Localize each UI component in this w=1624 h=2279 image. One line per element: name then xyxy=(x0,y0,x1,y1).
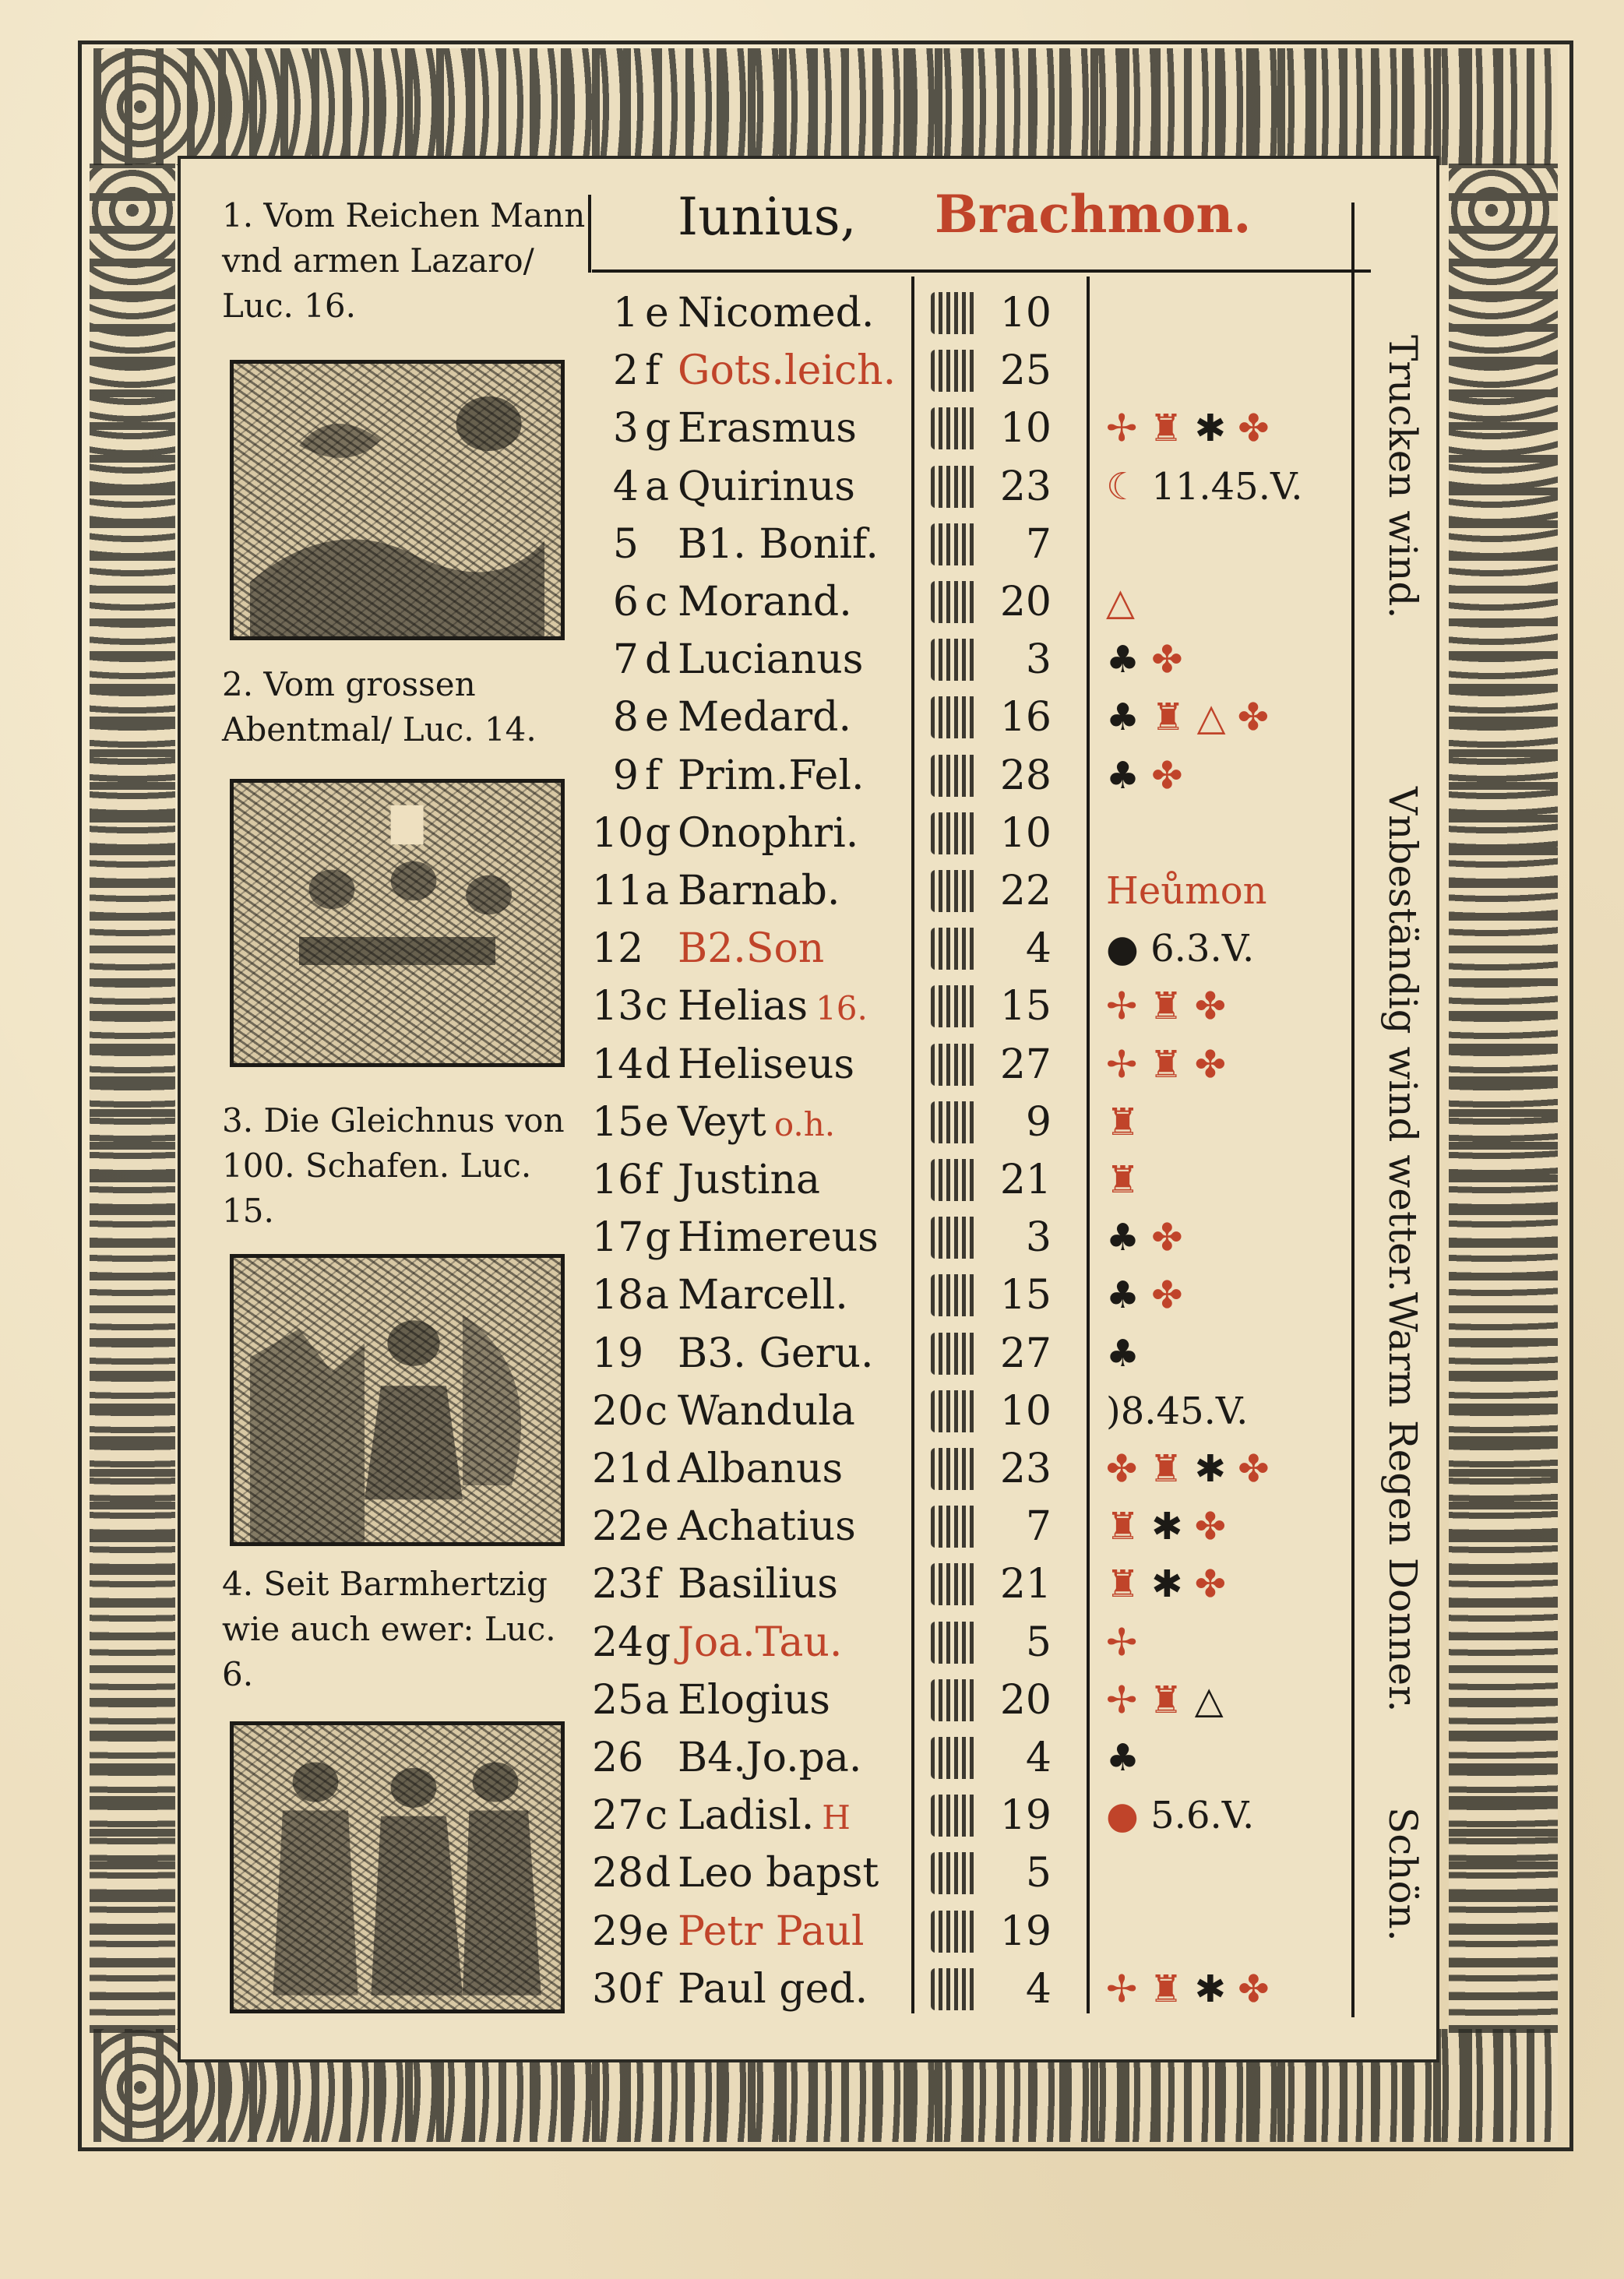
dominical-letter: f xyxy=(645,347,661,395)
saint-text: Barnab. xyxy=(678,868,840,914)
moon-degree: 27 xyxy=(999,1330,1052,1377)
weather-signs xyxy=(1106,1151,1371,1209)
zodiac-sign-icon xyxy=(931,870,978,912)
calendar-row xyxy=(592,1266,1371,1324)
day-number: 26 xyxy=(592,1735,644,1781)
weather-sign-icon: △ xyxy=(1194,1678,1224,1722)
day-number: 19 xyxy=(592,1330,644,1377)
weather-sign-icon: ♜ xyxy=(1106,1562,1152,1607)
header-rule xyxy=(592,269,1371,273)
month-german: Brachmon. xyxy=(935,184,1252,245)
weather-signs xyxy=(1106,920,1371,977)
calendar-row xyxy=(592,1614,1371,1671)
dominical-letter: e xyxy=(645,694,669,741)
moon-degree: 21 xyxy=(999,1561,1052,1608)
zodiac-sign-icon xyxy=(931,292,978,334)
calendar-row xyxy=(592,1151,1371,1209)
zodiac-sign-icon xyxy=(931,1679,978,1721)
dominical-letter: c xyxy=(645,983,668,1030)
calendar-row xyxy=(592,1671,1371,1729)
weather-sign-icon: ♣ xyxy=(1106,1736,1140,1780)
zodiac-sign-icon xyxy=(931,581,978,623)
weather-sign-icon: ♣ xyxy=(1106,696,1152,740)
weather-sign-icon: ✤ xyxy=(1151,1216,1183,1260)
saint-text: Petr Paul xyxy=(678,1907,865,1955)
dominical-letter: c xyxy=(645,579,668,625)
saint-name xyxy=(678,342,896,400)
moon-degree: 7 xyxy=(1025,1503,1052,1551)
moon-degree: 19 xyxy=(999,1907,1052,1955)
saint-text: Erasmus xyxy=(678,405,857,453)
saint-text: Albanus xyxy=(678,1446,844,1492)
saint-text: Justina xyxy=(678,1157,821,1203)
weather-sign-icon: ✤ xyxy=(1151,638,1183,682)
moon-degree: 10 xyxy=(999,290,1052,336)
saint-name xyxy=(678,458,855,516)
moon-degree: 15 xyxy=(999,1272,1052,1319)
weather-sign-icon: 11.45.V. xyxy=(1151,464,1303,509)
dominical-letter: g xyxy=(645,809,671,857)
moon-degree: 5 xyxy=(1025,1619,1052,1666)
zodiac-sign-icon xyxy=(931,1622,978,1664)
saint-name xyxy=(678,573,852,631)
saint-text: Medard. xyxy=(678,694,851,741)
saint-name xyxy=(678,400,857,457)
zodiac-sign-icon xyxy=(931,755,978,797)
calendar-row xyxy=(592,1729,1371,1787)
woodcut-image-3 xyxy=(230,1254,565,1546)
weather-sign-icon: ● xyxy=(1106,1794,1151,1838)
day-number: 9 xyxy=(612,752,639,799)
zodiac-sign-icon xyxy=(931,1563,978,1605)
calendar-row xyxy=(592,747,1371,805)
weather-signs xyxy=(1106,1209,1371,1266)
weather-signs xyxy=(1106,1787,1371,1844)
day-number: 30 xyxy=(592,1965,644,2013)
zodiac-sign-icon xyxy=(931,1448,978,1490)
weather-signs xyxy=(1106,1325,1371,1383)
saint-name xyxy=(678,1671,830,1729)
saint-name xyxy=(678,631,863,689)
zodiac-sign-icon xyxy=(931,1274,978,1316)
parable-3: 3. Die Gleichnus von 100. Schafen. Luc. 15. xyxy=(222,1101,565,1230)
saint-name xyxy=(678,1903,864,1960)
calendar-row xyxy=(592,1555,1371,1613)
saint-name xyxy=(678,977,868,1037)
moon-degree: 4 xyxy=(1025,1965,1052,2013)
saint-name xyxy=(678,805,858,862)
weather-sign-icon: ♜ xyxy=(1106,1100,1140,1144)
saint-text: Lucianus xyxy=(678,636,864,684)
parable-1: 1. Vom Reichen Mann vnd armen Lazaro/ Luc. 16. xyxy=(222,196,586,325)
calendar-row xyxy=(592,1903,1371,1960)
dominical-letter: f xyxy=(645,1157,661,1203)
moon-degree: 7 xyxy=(1025,520,1052,568)
saint-name xyxy=(678,1151,820,1209)
calendar-row xyxy=(592,1209,1371,1266)
saint-name xyxy=(678,284,874,342)
calendar-row xyxy=(592,1094,1371,1151)
day-number: 6 xyxy=(612,579,639,625)
saint-name xyxy=(678,1960,868,2018)
calendar-row xyxy=(592,1036,1371,1094)
moon-degree: 10 xyxy=(999,1387,1052,1435)
moon-degree: 3 xyxy=(1025,1214,1052,1262)
weather-signs xyxy=(1106,1729,1371,1787)
saint-text: Onophri. xyxy=(678,809,859,857)
saint-text: Achatius xyxy=(678,1503,856,1551)
zodiac-sign-icon xyxy=(931,1217,978,1259)
moon-degree: 19 xyxy=(999,1792,1052,1840)
calendar-row xyxy=(592,284,1371,342)
moon-degree: 28 xyxy=(999,752,1052,799)
calendar-row xyxy=(592,1383,1371,1440)
zodiac-sign-icon xyxy=(931,812,978,854)
weather-signs xyxy=(1106,458,1371,516)
saint-name xyxy=(678,862,840,920)
saint-name xyxy=(678,1614,842,1671)
zodiac-sign-icon xyxy=(931,466,978,508)
day-number: 3 xyxy=(612,405,639,453)
weather-signs xyxy=(1106,1960,1371,2018)
moon-degree: 20 xyxy=(999,1676,1052,1724)
month-latin: Iunius, xyxy=(678,187,857,247)
saint-text: B2.Son xyxy=(678,925,825,973)
zodiac-sign-icon xyxy=(931,696,978,738)
weather-signs xyxy=(1106,1555,1371,1613)
weather-sign-icon: ♣ xyxy=(1106,1273,1152,1318)
saint-name xyxy=(678,1787,851,1847)
dominical-letter: c xyxy=(645,1387,668,1435)
saint-name xyxy=(678,1555,838,1613)
saint-text: B1. Bonif. xyxy=(678,520,879,568)
weather-signs xyxy=(1106,1383,1371,1440)
weather-sign-icon: ✢ ♜ xyxy=(1106,1678,1195,1722)
saint-name xyxy=(678,1325,874,1383)
parable-2: 2. Vom grossen Abentmal/ Luc. 14. xyxy=(222,665,537,749)
weather-signs xyxy=(1106,1036,1371,1094)
dominical-letter: a xyxy=(645,1272,670,1319)
calendar-row xyxy=(592,342,1371,400)
moon-degree: 10 xyxy=(999,809,1052,857)
day-number: 12 xyxy=(592,925,644,973)
weather-sign-icon: ✤ xyxy=(1151,753,1183,798)
woodcut-image-2 xyxy=(230,779,565,1067)
day-number: 4 xyxy=(612,463,639,510)
day-number: 7 xyxy=(612,636,639,684)
zodiac-sign-icon xyxy=(931,1968,978,2010)
weather-sign-icon: ✢ ♜ ✤ xyxy=(1106,985,1226,1029)
day-number: 15 xyxy=(592,1098,644,1146)
saint-text: Himereus xyxy=(678,1214,879,1262)
weather-sign-icon: ♣ xyxy=(1106,753,1152,798)
weather-signs xyxy=(1106,1614,1371,1671)
calendar-row xyxy=(592,1440,1371,1498)
day-number: 24 xyxy=(592,1619,644,1666)
day-number: 29 xyxy=(592,1907,644,1955)
dominical-letter: d xyxy=(645,1446,671,1492)
dominical-letter: d xyxy=(645,1041,671,1088)
zodiac-sign-icon xyxy=(931,1333,978,1375)
zodiac-sign-icon xyxy=(931,523,978,565)
day-number: 10 xyxy=(592,809,644,857)
day-number: 11 xyxy=(592,868,644,914)
zodiac-sign-icon xyxy=(931,1044,978,1086)
day-number: 5 xyxy=(612,520,639,568)
day-number: 25 xyxy=(592,1676,644,1724)
moon-degree: 23 xyxy=(999,1446,1052,1492)
weather-sign-icon: )8.45.V. xyxy=(1106,1389,1249,1433)
day-number: 1 xyxy=(612,290,639,336)
saint-text: Helias xyxy=(678,983,808,1030)
day-number: 20 xyxy=(592,1387,644,1435)
weather-signs xyxy=(1106,400,1371,457)
saint-name xyxy=(678,1383,855,1440)
dominical-letter: g xyxy=(645,1214,671,1262)
dominical-letter: f xyxy=(645,1561,661,1608)
calendar-row xyxy=(592,400,1371,457)
saint-text: Elogius xyxy=(678,1676,830,1724)
saint-text: Ladisl. xyxy=(678,1792,815,1840)
day-number: 23 xyxy=(592,1561,644,1608)
moon-degree: 25 xyxy=(999,347,1052,395)
weather-sign-icon: ✱ xyxy=(1194,1447,1238,1491)
weather-signs xyxy=(1106,1440,1371,1498)
dominical-letter: a xyxy=(645,463,670,510)
weather-vertical-1: Trucken wind. xyxy=(1380,335,1425,619)
weather-vertical-2: Vnbeständig wind wetter.Warm Regen Donner. xyxy=(1380,787,1425,1713)
weather-sign-icon: ✱ xyxy=(1151,1562,1195,1607)
calendar-row xyxy=(592,1498,1371,1555)
moon-degree: 3 xyxy=(1025,636,1052,684)
zodiac-sign-icon xyxy=(931,1390,978,1432)
weather-sign-icon: ✤ ♜ xyxy=(1106,1447,1195,1491)
saint-text: Paul ged. xyxy=(678,1965,868,2013)
weather-sign-icon: ✢ ♜ ✤ xyxy=(1106,1042,1226,1087)
dominical-letter: g xyxy=(645,405,671,453)
moon-degree: 9 xyxy=(1025,1098,1052,1146)
calendar-row xyxy=(592,1787,1371,1844)
weather-sign-icon: 5.6.V. xyxy=(1150,1794,1255,1838)
saint-name xyxy=(678,920,824,977)
weather-sign-icon: ✤ xyxy=(1151,1273,1183,1318)
zodiac-sign-icon xyxy=(931,1159,978,1201)
saint-name xyxy=(678,1498,856,1555)
feast-mark: 16. xyxy=(816,989,868,1028)
saint-name xyxy=(678,1209,879,1266)
saint-text: Leo bapst xyxy=(678,1850,879,1897)
weather-sign-icon: ✢ xyxy=(1106,1620,1138,1664)
weather-sign-icon: ✱ xyxy=(1194,407,1238,451)
weather-sign-icon: ♜ △ ✤ xyxy=(1151,696,1269,740)
weather-sign-icon: ♜ xyxy=(1106,1505,1152,1549)
weather-sign-icon: ● 6.3.V. xyxy=(1106,927,1255,971)
moon-degree: 20 xyxy=(999,579,1052,625)
calendar-row xyxy=(592,862,1371,920)
moon-degree: 23 xyxy=(999,463,1052,510)
parable-4: 4. Seit Barmhertzig wie auch ewer: Luc. 6. xyxy=(222,1565,556,1693)
calendar-row xyxy=(592,689,1371,746)
weather-sign-icon: ♣ xyxy=(1106,638,1152,682)
moon-degree: 5 xyxy=(1025,1850,1052,1897)
saint-name xyxy=(678,1440,843,1498)
saint-text: Wandula xyxy=(678,1387,855,1435)
weather-signs xyxy=(1106,1094,1371,1151)
moon-degree: 27 xyxy=(999,1041,1052,1088)
weather-sign-icon: ✱ xyxy=(1151,1505,1195,1549)
weather-signs xyxy=(1106,747,1371,805)
zodiac-sign-icon xyxy=(931,407,978,449)
calendar-row xyxy=(592,1325,1371,1383)
dominical-letter: e xyxy=(645,1907,669,1955)
zodiac-sign-icon xyxy=(931,1506,978,1548)
moon-degree: 4 xyxy=(1025,925,1052,973)
zodiac-sign-icon xyxy=(931,928,978,970)
saint-text: Nicomed. xyxy=(678,290,875,336)
dominical-letter: d xyxy=(645,636,671,684)
calendar-row xyxy=(592,977,1371,1035)
weather-signs xyxy=(1106,1266,1371,1324)
saint-name xyxy=(678,747,864,805)
feast-mark: H xyxy=(822,1798,851,1837)
moon-degree: 16 xyxy=(999,694,1052,741)
weather-sign-icon: ✱ xyxy=(1194,1967,1238,2011)
weather-sign-icon: ☾ xyxy=(1106,464,1152,509)
day-number: 16 xyxy=(592,1157,644,1203)
calendar-row xyxy=(592,573,1371,631)
zodiac-sign-icon xyxy=(931,1101,978,1143)
day-number: 22 xyxy=(592,1503,644,1551)
weather-sign-icon: ✤ xyxy=(1238,1967,1270,2011)
saint-name xyxy=(678,1266,848,1324)
zodiac-sign-icon xyxy=(931,1852,978,1894)
dominical-letter: c xyxy=(645,1792,668,1840)
calendar-row xyxy=(592,1960,1371,2018)
dominical-letter: f xyxy=(645,1965,661,2013)
saint-text: Heliseus xyxy=(678,1041,855,1088)
weather-sign-icon: ✤ xyxy=(1194,1562,1226,1607)
dominical-letter: d xyxy=(645,1850,671,1897)
feast-mark: o.h. xyxy=(773,1104,836,1143)
calendar-row xyxy=(592,805,1371,862)
saint-text: Basilius xyxy=(678,1561,838,1608)
weather-signs xyxy=(1106,689,1371,746)
weather-sign-icon: ✤ xyxy=(1194,1505,1226,1549)
saint-text: Joa.Tau. xyxy=(678,1619,843,1666)
dominical-letter: e xyxy=(645,1503,669,1551)
weather-signs xyxy=(1106,1498,1371,1555)
saint-name xyxy=(678,1844,879,1902)
calendar-row xyxy=(592,1844,1371,1902)
calendar-row xyxy=(592,631,1371,689)
saint-name xyxy=(678,1036,854,1094)
weather-sign-icon: ✢ ♜ xyxy=(1106,1967,1195,2011)
column-rule-left xyxy=(588,195,591,273)
weather-sign-icon: △ xyxy=(1106,580,1135,624)
weather-sign-icon: ♣ xyxy=(1106,1216,1152,1260)
zodiac-sign-icon xyxy=(931,985,978,1027)
weather-signs xyxy=(1106,862,1371,920)
zodiac-sign-icon xyxy=(931,350,978,392)
weather-signs xyxy=(1106,977,1371,1035)
day-number: 14 xyxy=(592,1041,644,1088)
day-number: 13 xyxy=(592,983,644,1030)
woodcut-image-4 xyxy=(230,1721,565,2013)
weather-sign-icon: ♜ xyxy=(1106,1158,1140,1202)
day-number: 17 xyxy=(592,1214,644,1262)
day-number: 8 xyxy=(612,694,639,741)
day-number: 2 xyxy=(612,347,639,395)
day-number: 18 xyxy=(592,1272,644,1319)
calendar-row xyxy=(592,516,1371,573)
weather-sign-icon: ✢ ♜ xyxy=(1106,407,1195,451)
saint-text: Marcell. xyxy=(678,1272,848,1319)
saint-name xyxy=(678,1729,861,1787)
calendar-row xyxy=(592,920,1371,977)
day-number: 28 xyxy=(592,1850,644,1897)
saint-text: Morand. xyxy=(678,579,852,625)
day-number: 21 xyxy=(592,1446,644,1492)
saint-text: B4.Jo.pa. xyxy=(678,1735,862,1781)
saint-text: Veyt xyxy=(678,1098,766,1146)
saint-name xyxy=(678,1094,835,1154)
zodiac-sign-icon xyxy=(931,1795,978,1837)
weather-signs xyxy=(1106,573,1371,631)
moon-degree: 10 xyxy=(999,405,1052,453)
saint-name xyxy=(678,689,851,746)
moon-degree: 22 xyxy=(999,868,1052,914)
calendar-row xyxy=(592,458,1371,516)
moon-degree: 21 xyxy=(999,1157,1052,1203)
weather-sign-icon: Heůmon xyxy=(1106,869,1267,913)
zodiac-sign-icon xyxy=(931,1911,978,1953)
saint-text: B3. Geru. xyxy=(678,1330,874,1377)
zodiac-sign-icon xyxy=(931,639,978,681)
day-number: 27 xyxy=(592,1792,644,1840)
saint-text: Gots.leich. xyxy=(678,347,897,395)
dominical-letter: f xyxy=(645,752,661,799)
dominical-letter: e xyxy=(645,1098,669,1146)
weather-signs xyxy=(1106,1671,1371,1729)
dominical-letter: a xyxy=(645,1676,670,1724)
dominical-letter: g xyxy=(645,1619,671,1666)
weather-signs xyxy=(1106,631,1371,689)
weather-sign-icon: ✤ xyxy=(1238,1447,1270,1491)
saint-name xyxy=(678,516,879,573)
dominical-letter: e xyxy=(645,290,669,336)
weather-sign-icon: ✤ xyxy=(1238,407,1270,451)
moon-degree: 15 xyxy=(999,983,1052,1030)
woodcut-image-1 xyxy=(230,360,565,640)
saint-text: Quirinus xyxy=(678,463,855,510)
zodiac-sign-icon xyxy=(931,1737,978,1779)
saint-text: Prim.Fel. xyxy=(678,752,865,799)
moon-degree: 4 xyxy=(1025,1735,1052,1781)
weather-vertical-3: Schön. xyxy=(1380,1807,1425,1942)
dominical-letter: a xyxy=(645,868,670,914)
weather-sign-icon: ♣ xyxy=(1106,1331,1140,1376)
